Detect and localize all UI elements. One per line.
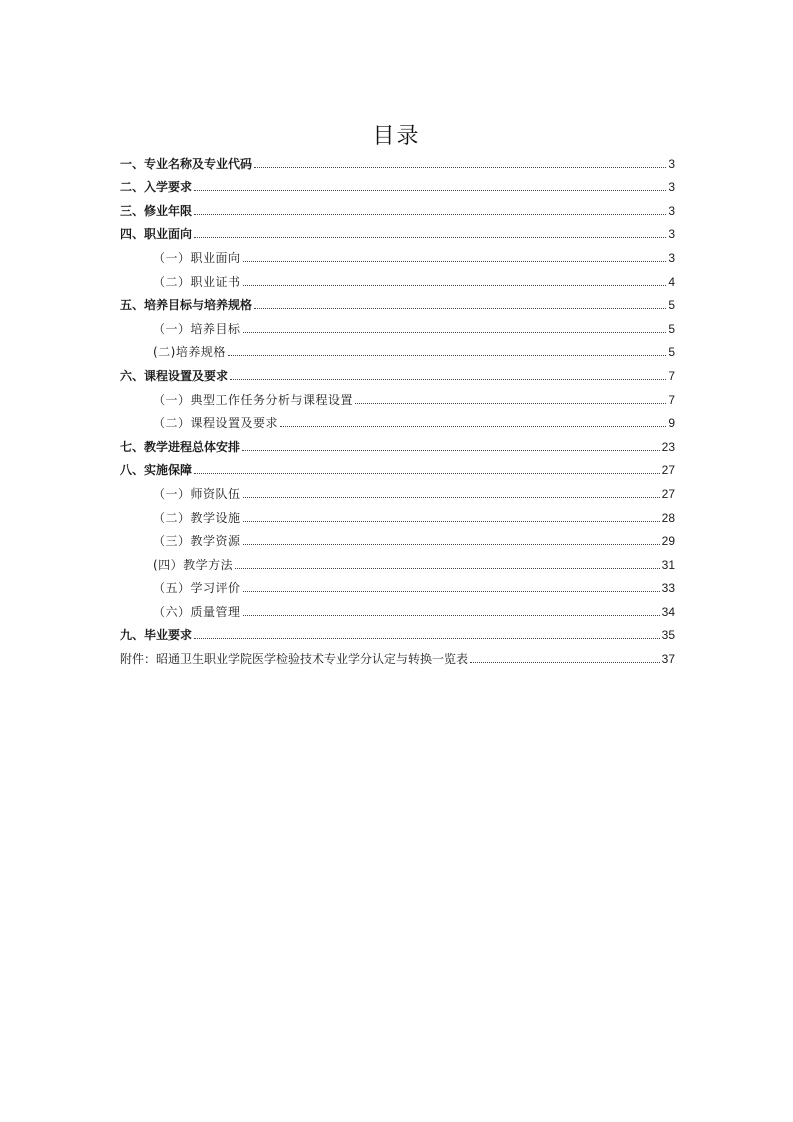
toc-page-number: 37 bbox=[661, 652, 675, 667]
toc-dot-leader bbox=[243, 284, 667, 286]
toc-dot-leader bbox=[243, 331, 667, 333]
toc-dot-leader bbox=[243, 520, 660, 522]
toc-page-number: 31 bbox=[661, 557, 675, 572]
toc-page-number: 28 bbox=[661, 510, 675, 525]
toc-entry-text: （二）课程设置及要求 bbox=[153, 416, 279, 431]
toc-page-number: 3 bbox=[668, 227, 675, 242]
toc-entry[interactable] bbox=[120, 595, 675, 619]
toc-dot-leader bbox=[254, 166, 666, 168]
toc-entry-text: （二）职业证书 bbox=[153, 274, 241, 289]
table-of-contents bbox=[120, 147, 675, 666]
toc-entry[interactable] bbox=[120, 477, 675, 501]
toc-entry-text: 三、修业年限 bbox=[120, 203, 193, 218]
toc-page-number: 27 bbox=[661, 486, 675, 501]
toc-entry[interactable] bbox=[120, 336, 675, 360]
toc-page-number: 29 bbox=[661, 534, 675, 549]
toc-dot-leader bbox=[243, 496, 660, 498]
toc-dot-leader bbox=[235, 567, 659, 569]
toc-entry[interactable] bbox=[120, 407, 675, 431]
toc-entry-text: （三）教学资源 bbox=[153, 534, 241, 549]
toc-entry[interactable] bbox=[120, 525, 675, 549]
toc-page-number: 3 bbox=[668, 156, 675, 171]
toc-page-number: 7 bbox=[668, 368, 675, 383]
toc-entry[interactable] bbox=[120, 194, 675, 218]
toc-dot-leader bbox=[243, 614, 660, 616]
toc-dot-leader bbox=[194, 472, 660, 474]
toc-dot-leader bbox=[243, 543, 660, 545]
toc-dot-leader bbox=[194, 189, 666, 191]
toc-entry-text: 九、毕业要求 bbox=[120, 628, 193, 643]
toc-entry-text: (二)培养规格 bbox=[153, 345, 226, 360]
toc-entry-text: 一、专业名称及专业代码 bbox=[120, 156, 253, 171]
toc-page-number: 27 bbox=[661, 463, 675, 478]
toc-entry-text: 七、教学进程总体安排 bbox=[120, 439, 241, 454]
toc-entry-text: （五）学习评价 bbox=[153, 581, 241, 596]
toc-dot-leader bbox=[194, 637, 660, 639]
toc-entry[interactable] bbox=[120, 265, 675, 289]
toc-page-number: 33 bbox=[661, 581, 675, 596]
toc-page-number: 4 bbox=[668, 274, 675, 289]
toc-entry[interactable] bbox=[120, 359, 675, 383]
toc-entry[interactable] bbox=[120, 619, 675, 643]
toc-page-number: 34 bbox=[661, 604, 675, 619]
toc-entry-text: （一）师资队伍 bbox=[153, 486, 241, 501]
toc-dot-leader bbox=[242, 449, 660, 451]
toc-page-number: 5 bbox=[668, 345, 675, 360]
toc-entry-text: 六、课程设置及要求 bbox=[120, 368, 229, 383]
toc-dot-leader bbox=[228, 354, 666, 356]
toc-entry-text: 附件：昭通卫生职业学院医学检验技术专业学分认定与转换一览表 bbox=[120, 652, 469, 667]
toc-dot-leader bbox=[194, 236, 666, 238]
toc-page-number: 9 bbox=[668, 416, 675, 431]
toc-page-number: 5 bbox=[668, 298, 675, 313]
toc-dot-leader bbox=[194, 213, 666, 215]
toc-entry[interactable] bbox=[120, 383, 675, 407]
toc-entry[interactable] bbox=[120, 171, 675, 195]
toc-entry[interactable] bbox=[120, 454, 675, 478]
toc-entry[interactable] bbox=[120, 241, 675, 265]
toc-entry[interactable] bbox=[120, 572, 675, 596]
toc-entry-text: （一）职业面向 bbox=[153, 250, 241, 265]
toc-page-number: 3 bbox=[668, 203, 675, 218]
toc-entry-text: （一）典型工作任务分析与课程设置 bbox=[153, 392, 354, 407]
toc-dot-leader bbox=[470, 661, 660, 663]
toc-entry[interactable] bbox=[120, 147, 675, 171]
toc-dot-leader bbox=[243, 260, 667, 262]
toc-entry[interactable] bbox=[120, 642, 675, 666]
toc-page-number: 35 bbox=[661, 628, 675, 643]
toc-entry[interactable] bbox=[120, 218, 675, 242]
toc-entry-text: 四、职业面向 bbox=[120, 227, 193, 242]
toc-entry-text: (四）教学方法 bbox=[153, 557, 234, 572]
toc-entry[interactable] bbox=[120, 430, 675, 454]
toc-entry[interactable] bbox=[120, 289, 675, 313]
toc-entry[interactable] bbox=[120, 312, 675, 336]
toc-entry-text: （六）质量管理 bbox=[153, 604, 241, 619]
toc-dot-leader bbox=[230, 378, 666, 380]
toc-entry-text: （一）培养目标 bbox=[153, 321, 241, 336]
toc-page-number: 3 bbox=[668, 250, 675, 265]
toc-entry-text: 二、入学要求 bbox=[120, 180, 193, 195]
toc-entry[interactable] bbox=[120, 548, 675, 572]
toc-dot-leader bbox=[355, 402, 666, 404]
toc-entry-text: 五、培养目标与培养规格 bbox=[120, 298, 253, 313]
toc-page-number: 7 bbox=[668, 392, 675, 407]
toc-page-number: 5 bbox=[668, 321, 675, 336]
toc-dot-leader bbox=[254, 307, 666, 309]
toc-entry[interactable] bbox=[120, 501, 675, 525]
toc-page-number: 23 bbox=[661, 439, 675, 454]
toc-dot-leader bbox=[280, 425, 666, 427]
toc-entry-text: （二）教学设施 bbox=[153, 510, 241, 525]
toc-entry-text: 八、实施保障 bbox=[120, 463, 193, 478]
toc-page-number: 3 bbox=[668, 180, 675, 195]
toc-dot-leader bbox=[243, 590, 660, 592]
page-title: 目录 bbox=[372, 123, 421, 149]
